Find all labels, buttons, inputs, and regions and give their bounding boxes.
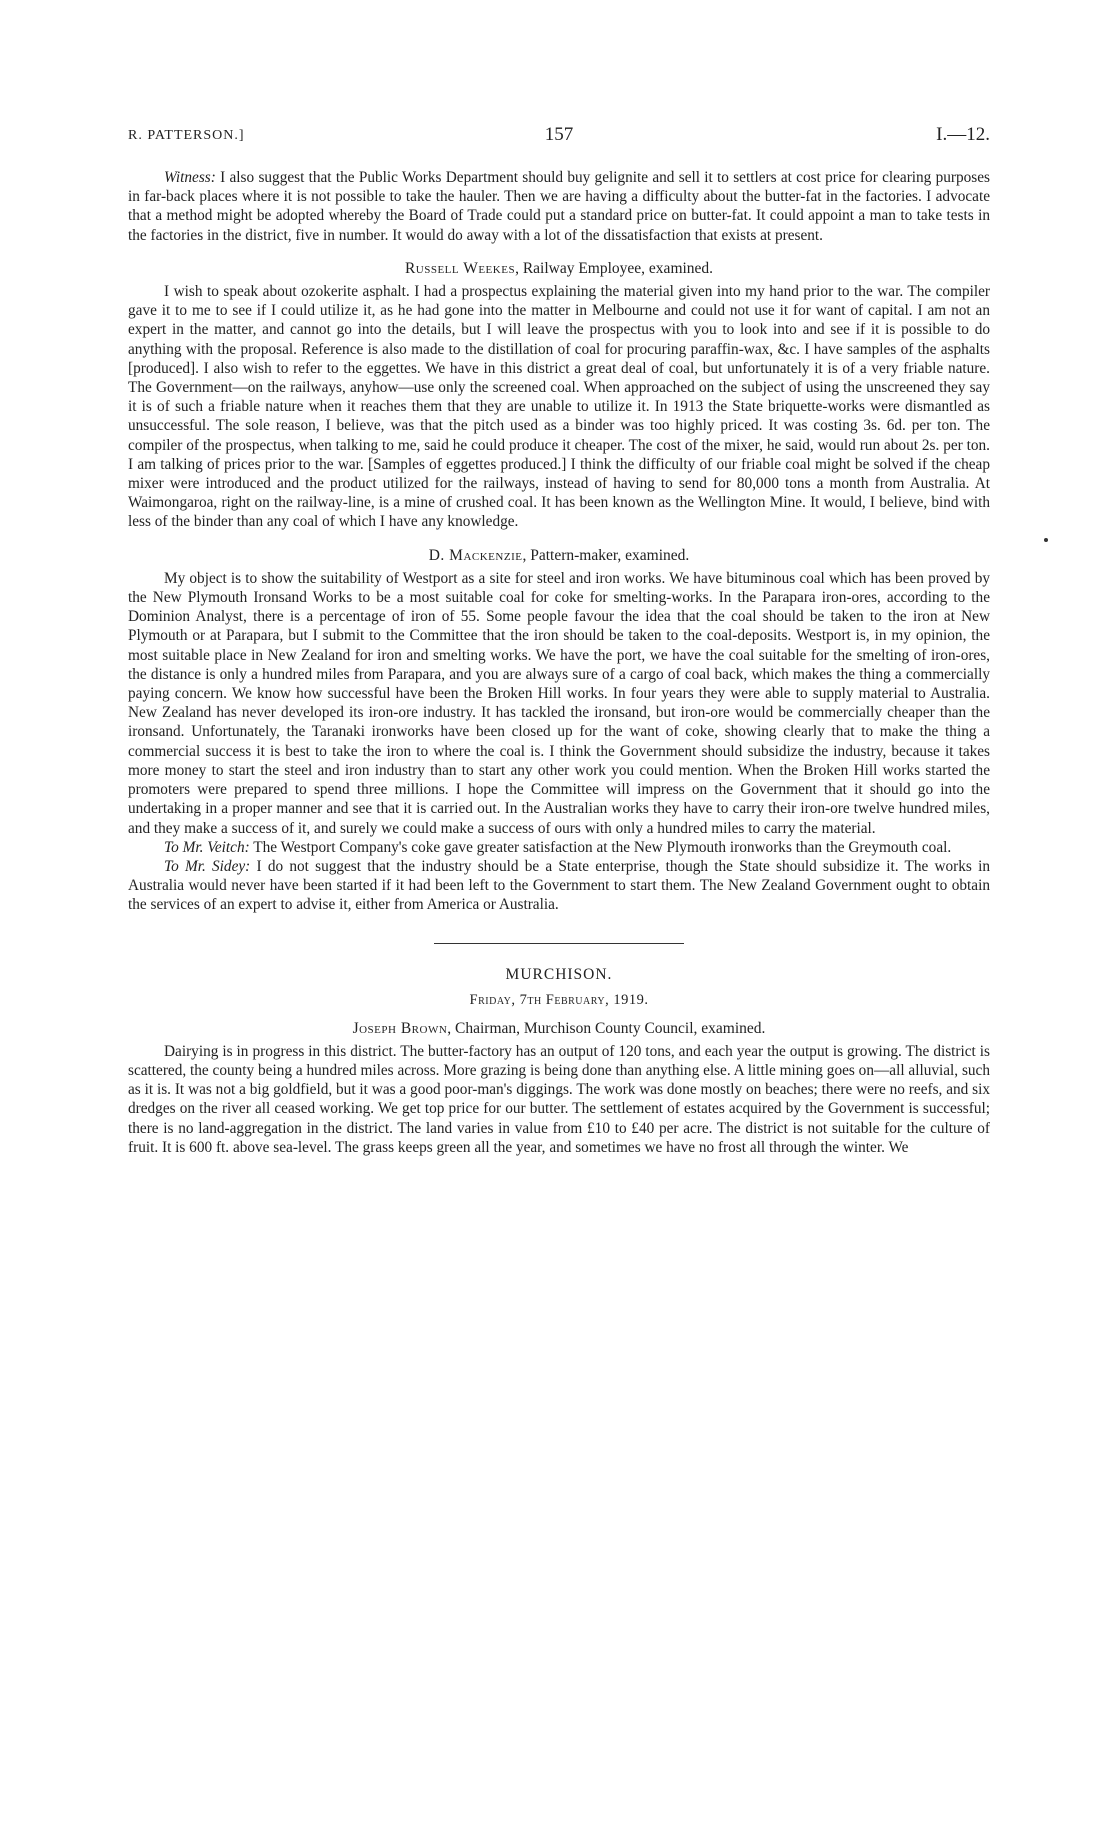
witness-role: , Chairman, Murchison County Council, examined. bbox=[447, 1019, 766, 1037]
questioner-label: To Mr. Sidey: bbox=[164, 857, 251, 875]
margin-speck bbox=[1044, 538, 1048, 542]
witness-name: Russell Weekes bbox=[404, 259, 516, 277]
paragraph-text: The Westport Company's coke gave greater satisfaction at the New Plymouth ironworks than the Greymouth coal. bbox=[253, 838, 952, 856]
speaker-label: Witness: bbox=[164, 169, 216, 186]
paper-reference: I.—12. bbox=[936, 124, 990, 145]
witness-name: Joseph Brown bbox=[352, 1019, 448, 1037]
header-witness-name: R. PATTERSON.] bbox=[128, 128, 245, 143]
witness-heading-mackenzie bbox=[128, 546, 990, 565]
witness-role: , Pattern-maker, examined. bbox=[522, 546, 690, 564]
place-heading: MURCHISON. bbox=[505, 965, 613, 983]
mackenzie-answer-sidey bbox=[128, 857, 990, 915]
paragraph-text: I also suggest that the Public Works Department should buy gelignite and sell it to settlers at cost price for clearing purposes in far-back places where it is not possible to take the hauler. Then we are having a difficulty about the butter-fat in the factories. I advocate that a method might be adopted whereby the Board of Trade could put a standard price on butter-fat. It could appoint a man to take tests in the factories in the district, five in number. It would do away with a lot of the dissatisfaction that exists at present. bbox=[128, 169, 990, 244]
page-number: 157 bbox=[544, 124, 574, 145]
page-header bbox=[128, 124, 990, 154]
witness-heading-weekes bbox=[128, 259, 990, 278]
mackenzie-answer-veitch bbox=[128, 838, 990, 857]
document-page bbox=[128, 124, 990, 1157]
mackenzie-testimony: My object is to show the suitability of Westport as a site for steel and iron works. We have bituminous coal which has been proved by the New Plymouth Ironsand Works to be a most suitable coal for coke for smelting-works. In the Parapara iron-ores, according to the Dominion Analyst, there is a percentage of iron of 55. Some people favour the idea that the coal should be taken to the iron at New Plymouth or at Parapara, but I submit to the Committee that the iron should be taken to the coal-deposits. Westport is, in my opinion, the most suitable place in New Zealand for iron and smelting works. We have the port, we have the coal suitable for the smelting of iron-ores, the distance is only a hundred miles from Parapara, and you are always sure of a cargo of coal back, which makes the thing a commercially paying concern. We know how successful have been the Broken Hill works. In four years they were able to supply material to Australia. New Zealand has never developed its iron-ore industry. It has tackled the ironsand, but iron-ore would be commercially cheaper than the ironsand. Unfortunately, the Taranaki ironworks have been closed up for the want of coke, showing clearly that to make the thing a commercial success it is best to take the iron to where the coal is. I think the Government should subsidize the industry, because it takes more money to start the steel and iron industry than to start any other work you could mention. When the Broken Hill works started the promoters were prepared to spend three millions. I hope the Committee will impress on the Government that it should go into the undertaking in a proper manner and see that it is carried out. In the Australian works they have to carry their iron-ore twelve hundred miles, and they make a success of it, and surely we could make a success of ours with only a hundred miles to carry the material. bbox=[128, 569, 990, 837]
weekes-testimony: I wish to speak about ozokerite asphalt. I had a prospectus explaining the material given into my hand prior to the war. The compiler gave it to me to see if I could utilize it, as he had gone into the matter in Melbourne and could not use it for want of capital. I am not an expert in the matter, and cannot go into the details, but I will leave the prospectus with you to look into and see if it is possible to do anything with the proposal. Reference is also made to the distillation of coal for procuring paraffin-wax, &c. I have samples of the asphalts [produced]. I also wish to refer to the eggettes. We have in this district a great deal of coal, but unfortunately it is of a very friable nature. The Government—on the railways, anyhow—use only the screened coal. When approached on the subject of using the unscreened they say it is of such a friable nature when it reaches them that they are unable to utilize it. In 1913 the State briquette-works were dismantled as unsuccessful. The sole reason, I believe, was that the pitch used as a binder was too highly priced. It was costing 3s. 6d. per ton. The compiler of the prospectus, when talking to me, said he could produce it cheaper. The cost of the mixer, he said, would run about 2s. per ton. I am talking of prices prior to the war. [Samples of eggettes produced.] I think the difficulty of our friable coal might be solved if the cheap mixer were introduced and the product utilized for the railways, instead of having to send for 80,000 tons a month from Australia. At Waimongaroa, right on the railway-line, is a mine of crushed coal. It has been known as the Wellington Mine. It would, I believe, bind with less of the binder than any coal of which I have any knowledge. bbox=[128, 283, 990, 531]
paragraph-text: I do not suggest that the industry should be a State enterprise, though the State should subsidize it. The works in Australia would never have been started if it had been left to the Government to start them. The New Zealand Government ought to obtain the services of an expert to advise it, either from America or Australia. bbox=[128, 857, 991, 914]
section-divider bbox=[434, 943, 684, 944]
patterson-testimony bbox=[128, 168, 990, 245]
witness-role: , Railway Employee, examined. bbox=[515, 259, 714, 277]
witness-name: D. Mackenzie bbox=[428, 546, 523, 564]
sitting-date: Friday, 7th February, 1919. bbox=[469, 991, 649, 1008]
questioner-label: To Mr. Veitch: bbox=[164, 838, 250, 856]
brown-testimony: Dairying is in progress in this district. The butter-factory has an output of 120 tons, and each year the output is growing. The district is scattered, the county being a hundred miles across. More grazing is being done than anything else. A little mining goes on—all alluvial, such as it is. It was not a big goldfield, but it was a good poor-man's diggings. The work was done mostly on beaches; there were no reefs, and six dredges on the river all ceased working. We get top price for our butter. The settlement of estates acquired by the Government is successful; there is no land-aggregation in the district. The land varies in value from £10 to £40 per acre. The district is not suitable for the culture of fruit. It is 600 ft. above sea-level. The grass keeps green all the year, and sometimes we have no frost all through the winter. We bbox=[128, 1042, 990, 1156]
witness-heading-brown bbox=[128, 1019, 990, 1038]
